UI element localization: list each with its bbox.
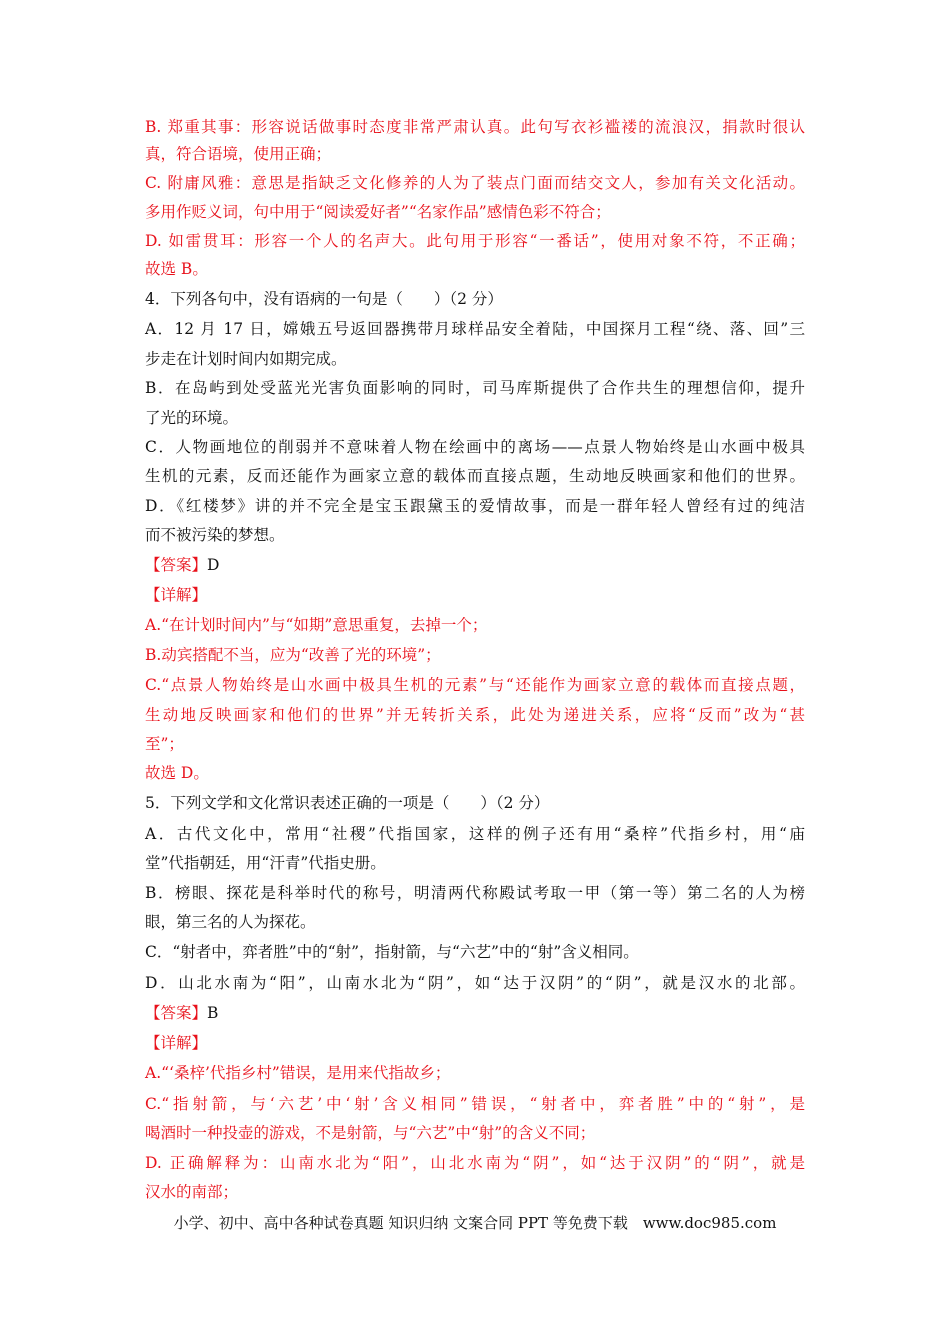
option-line: B．在岛屿到处受蓝光光害负面影响的同时，司马库斯提供了合作共生的理想信仰，提升 bbox=[145, 379, 805, 397]
explain-line: A.“‘桑梓’代指乡村”错误，是用来代指故乡； bbox=[145, 1064, 451, 1082]
option-line: 生机的元素，反而还能作为画家立意的载体而直接点题，生动地反映画家和他们的世界。 bbox=[145, 467, 805, 485]
answer-label: 【答案】 bbox=[145, 556, 208, 574]
footer-text: 小学、初中、高中各种试卷真题 知识归纳 文案合同 PPT 等免费下载 www.doc985.com bbox=[173, 1214, 777, 1232]
question-stem: 5．下列文学和文化常识表述正确的一项是（ ）（2 分） bbox=[145, 794, 550, 812]
answer-value: B bbox=[207, 1004, 219, 1022]
explain-label: 【详解】 bbox=[145, 586, 208, 604]
explain-line: C.“点景人物始终是山水画中极具生机的元素”与“还能作为画家立意的载体而直接点题， bbox=[145, 676, 805, 694]
option-line: 了光的环境。 bbox=[145, 409, 239, 427]
option-line: A．12 月 17 日，嫦娥五号返回器携带月球样品安全着陆，中国探月工程“绕、落、回”三 bbox=[145, 320, 805, 338]
explain-line: 至”； bbox=[145, 735, 184, 753]
answer-line bbox=[145, 554, 805, 576]
option-line: D．山北水南为“阳”，山南水北为“阴”，如“达于汉阴”的“阴”，就是汉水的北部。 bbox=[145, 974, 805, 992]
explain-line: 多用作贬义词，句中用于“阅读爱好者”“名家作品”感情色彩不符合； bbox=[145, 203, 611, 221]
option-line: 而不被污染的梦想。 bbox=[145, 526, 285, 544]
explain-line: C. 附庸风雅：意思是指缺乏文化修养的人为了装点门面而结交文人，参加有关文化活动。 bbox=[145, 174, 805, 192]
option-line: 步走在计划时间内如期完成。 bbox=[145, 350, 347, 368]
explain-line: 汉水的南部； bbox=[145, 1183, 239, 1201]
explain-line: 真，符合语境，使用正确； bbox=[145, 145, 332, 163]
explain-line: B. 郑重其事：形容说话做事时态度非常严肃认真。此句写衣衫褴褛的流浪汉，捐款时很认 bbox=[145, 118, 805, 136]
explain-line: D. 正确解释为：山南水北为“阳”，山北水南为“阴”，如“达于汉阴”的“阴”，就是 bbox=[145, 1154, 805, 1172]
explain-line: D. 如雷贯耳：形容一个人的名声大。此句用于形容“一番话”，使用对象不符，不正确； bbox=[145, 232, 805, 250]
answer-value: D bbox=[207, 556, 220, 574]
explain-line: C.“指射箭，与‘六艺’中‘射’含义相同”错误，“射者中，弈者胜”中的“射”，是 bbox=[145, 1095, 805, 1113]
answer-label: 【答案】 bbox=[145, 1004, 208, 1022]
answer-line bbox=[145, 1002, 805, 1024]
option-line: C．人物画地位的削弱并不意味着人物在绘画中的离场——点景人物始终是山水画中极具 bbox=[145, 438, 805, 456]
question-stem: 4．下列各句中，没有语病的一句是（ ）（2 分） bbox=[145, 290, 503, 308]
explain-label: 【详解】 bbox=[145, 1034, 208, 1052]
explain-line: 生动地反映画家和他们的世界”并无转折关系，此处为递进关系，应将“反而”改为“甚 bbox=[145, 706, 805, 724]
explain-line: 喝酒时一种投壶的游戏，不是射箭，与“六艺”中“射”的含义不同； bbox=[145, 1124, 596, 1142]
option-line: B．榜眼、探花是科举时代的称号，明清两代称殿试考取一甲（第一等）第二名的人为榜 bbox=[145, 884, 805, 902]
option-line: 堂”代指朝廷，用“汗青”代指史册。 bbox=[145, 854, 386, 872]
explain-line: A.“在计划时间内”与“如期”意思重复，去掉一个； bbox=[145, 616, 488, 634]
explain-line: B.动宾搭配不当，应为“改善了光的环境”； bbox=[145, 646, 441, 664]
option-line: A．古代文化中，常用“社稷”代指国家，这样的例子还有用“桑梓”代指乡村，用“庙 bbox=[145, 825, 805, 843]
conclusion: 故选 D。 bbox=[145, 764, 209, 782]
conclusion: 故选 B。 bbox=[145, 260, 208, 278]
option-line: C．“射者中，弈者胜”中的“射”，指射箭，与“六艺”中的“射”含义相同。 bbox=[145, 943, 639, 961]
option-line: D．《红楼梦》讲的并不完全是宝玉跟黛玉的爱情故事，而是一群年轻人曾经有过的纯洁 bbox=[145, 497, 805, 515]
option-line: 眼，第三名的人为探花。 bbox=[145, 913, 316, 931]
